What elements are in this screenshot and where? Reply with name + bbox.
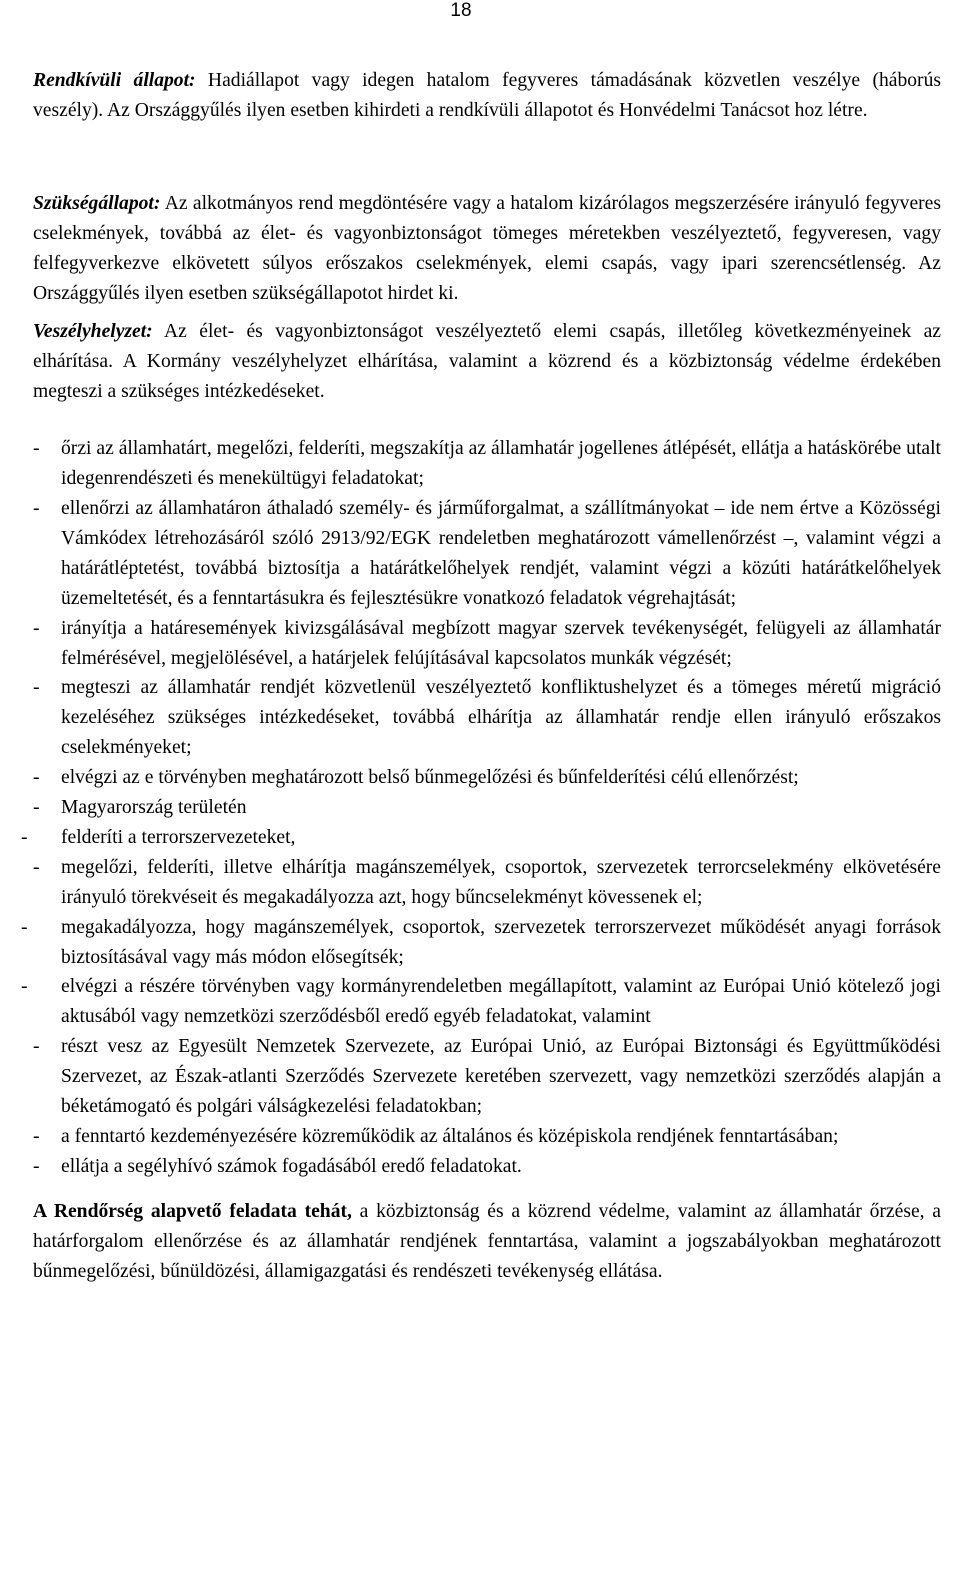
list-item-text: részt vesz az Egyesült Nemzetek Szervezete, az Európai Unió, az Európai Biztonsági és Együttműködési Szervezet, az Észak-atlanti Szerződés Szervezete keretében szervezett, vagy nemzetközi szerződés alapján a béketámogató és polgári válságkezelési feladatokban; <box>61 1036 941 1118</box>
list-item <box>33 763 941 793</box>
list-item <box>33 1032 941 1122</box>
term-veszelyhelyzet: Veszélyhelyzet: <box>33 321 153 343</box>
list-dash: - <box>33 856 40 878</box>
list-item-text: irányítja a határesemények kivizsgálásával megbízott magyar szervek tevékenységét, felügyeli az államhatár felmérésével, megjelölésével, a határjelek felújításával kapcsolatos munkák végzését; <box>61 617 941 669</box>
summary-text: a közbiztonság és a közrend védelme, valamint az államhatár őrzése, a határforgalom ellenőrzése és az államhatár rendjének fenntartása, valamint a jogszabályokban meghatározott bűnmegelőzési, bűnüldözési, államigazgatási és rendészeti tevékenység ellátása. <box>33 1200 941 1282</box>
definition-rendkivuli-allapot: Hadiállapot vagy idegen hatalom fegyveres támadásának közvetlen veszélye (háborús veszély). Az Országgyűlés ilyen esetben kihirdeti a rendkívüli állapotot és Honvédelmi Tanácsot hoz létre. <box>33 70 942 121</box>
list-item-text: megteszi az államhatár rendjét közvetlenül veszélyeztető konfliktushelyzet és a tömeges méretű migráció kezeléséhez szükséges intézkedéseket, továbbá elhárítja az államhatár rendje ellen irányuló erőszakos cselekményeket; <box>61 677 941 759</box>
list-item-text: megakadályozza, hogy magánszemélyek, csoportok, szervezetek terrorszervezet működését anyagi források biztosításával vagy más módon elősegítsék; <box>61 916 941 968</box>
list-item <box>33 793 941 823</box>
paragraph-summary <box>33 1197 941 1287</box>
list-dash: - <box>33 1126 40 1147</box>
list-item <box>33 494 941 614</box>
definition-veszelyhelyzet: Az élet- és vagyonbiztonságot veszélyeztető elemi csapás, illetőleg következményeinek az elhárítása. A Kormány veszélyhelyzet elhárítása, valamint a közrend és a közbiztonság védelme érdekében megteszi a szükséges intézkedéseket. <box>33 321 941 403</box>
list-dash: - <box>33 677 40 699</box>
definition-szuksegallapot: Az alkotmányos rend megdöntésére vagy a hatalom kizárólagos megszerzésére irányuló fegyveres cselekmények, továbbá az élet- és vagyonbiztonságot tömeges méretekben veszélyeztető, fegyveresen, vagy felfegyverkezve elkövetett súlyos erőszakos cselekmények, elemi csapás, vagy ipari szerencsétlenség. Az Országgyűlés ilyen esetben szükségállapotot hirdet ki. <box>33 192 941 304</box>
list-item-text: ellátja a segélyhívó számok fogadásából eredő feladatokat. <box>61 1155 522 1177</box>
term-szuksegallapot: Szükségállapot: <box>33 192 161 214</box>
list-item <box>33 1152 941 1182</box>
list-item-text: elvégzi a részére törvényben vagy kormányrendeletben megállapított, valamint az Európai Unió kötelező jogi aktusából vagy nemzetközi szerződésből eredő egyéb feladatokat, valamint <box>61 976 941 1028</box>
task-list <box>21 434 941 1182</box>
document-body <box>21 66 942 1287</box>
list-item-text: elvégzi az e törvényben meghatározott belső bűnmegelőzési és bűnfelderítési célú ellenőrzést; <box>61 767 799 789</box>
list-dash: - <box>33 1036 40 1058</box>
list-item-text: megelőzi, felderíti, illetve elhárítja magánszemélyek, csoportok, szervezetek terrorcselekmény elkövetésére irányuló törekvéseit és megakadályozza azt, hogy bűncselekményt kövessenek el; <box>61 856 941 908</box>
list-item <box>33 673 941 763</box>
list-dash: - <box>21 916 28 938</box>
paragraph-veszelyhelyzet <box>33 317 941 407</box>
list-dash: - <box>33 767 40 789</box>
term-rendkivuli-allapot: Rendkívüli állapot: <box>33 70 196 91</box>
list-item <box>33 853 941 913</box>
list-dash: - <box>33 1155 40 1177</box>
list-item-text: felderíti a terrorszervezeteket, <box>61 826 296 848</box>
list-item <box>33 1122 941 1152</box>
list-item <box>33 434 941 494</box>
paragraph-szuksegallapot <box>33 189 941 309</box>
summary-lead: A Rendőrség alapvető feladata tehát, <box>33 1200 352 1222</box>
list-dash: - <box>33 497 40 519</box>
list-dash: - <box>33 438 40 460</box>
list-item <box>21 972 941 1032</box>
list-item <box>21 913 941 973</box>
page-number: 18 <box>450 0 472 21</box>
list-item <box>21 823 941 853</box>
list-dash: - <box>33 617 40 639</box>
list-item-text: őrzi az államhatárt, megelőzi, felderíti, megszakítja az államhatár jogellenes átlépését, ellátja a hatáskörébe utalt idegenrendészeti és menekültügyi feladatokat; <box>61 438 941 490</box>
paragraph-rendkivuli-allapot <box>33 66 941 126</box>
list-item-text: a fenntartó kezdeményezésére közreműködik az általános és középiskola rendjének fenntartásában; <box>61 1126 839 1147</box>
list-item-text: Magyarország területén <box>61 797 247 819</box>
list-dash: - <box>21 826 28 848</box>
list-dash: - <box>21 976 28 998</box>
list-item-text: ellenőrzi az államhatáron áthaladó személy- és járműforgalmat, a szállítmányokat – ide nem értve a Közösségi Vámkódex létrehozásáról szóló 2913/92/EGK rendeletben meghatározott vámellenőrzést –, valamint végzi a határátléptetést, továbbá biztosítja a határátkelőhelyek rendjét, valamint végzi a közúti határátkelőhelyek üzemeltetését, és a fenntartásukra és fejlesztésükre vonatkozó feladatok végrehajtását; <box>61 497 941 609</box>
list-item <box>33 614 941 674</box>
list-dash: - <box>33 797 40 819</box>
